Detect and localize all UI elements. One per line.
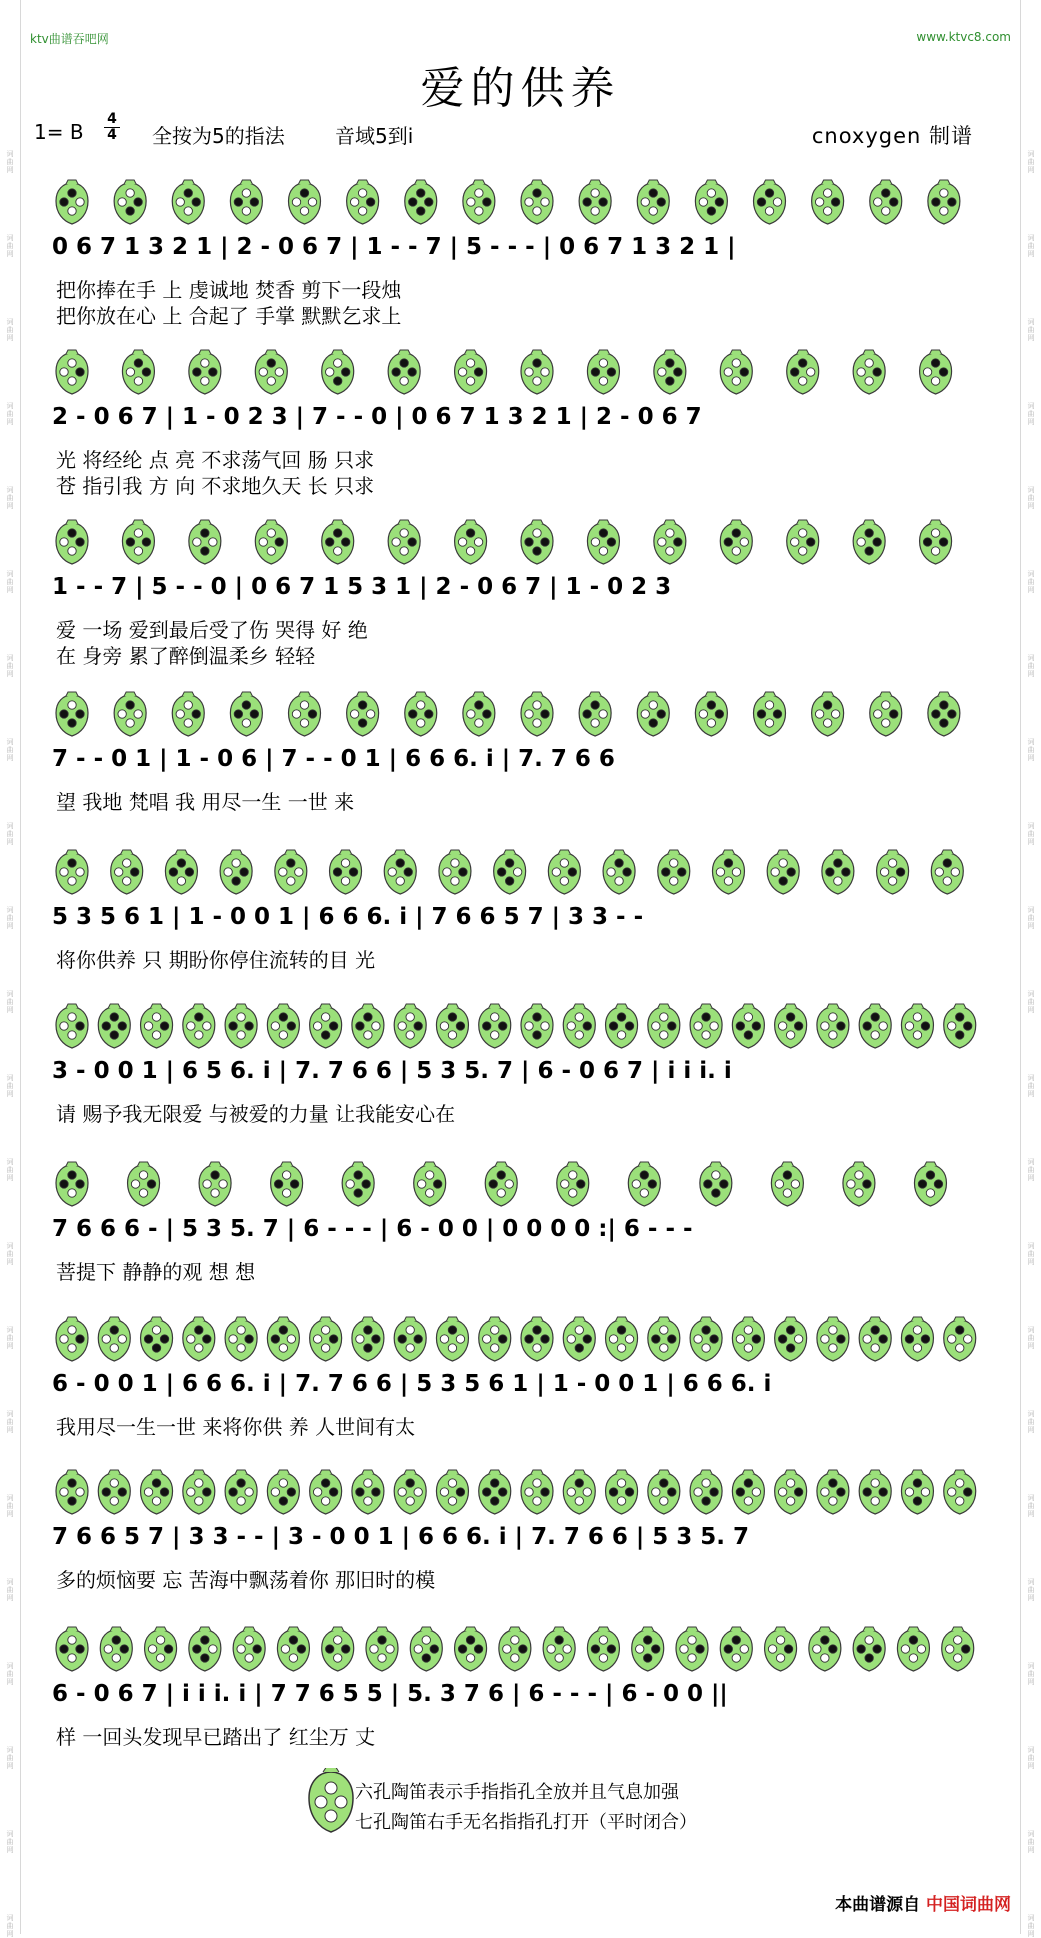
ocarina-fingering-icon — [628, 1162, 660, 1206]
ocarina-fingering-icon — [920, 520, 952, 564]
ocarina-fingering-icon — [455, 350, 487, 394]
ocarina-fingering-icon — [414, 1162, 446, 1206]
ocarina-fingering-icon — [817, 1317, 849, 1361]
margin-watermark: 词 曲 网 — [1027, 1074, 1035, 1098]
ocarina-fingering-icon — [165, 850, 197, 894]
ocarina-fingering-icon — [56, 850, 88, 894]
ocarina-fingering-icon — [98, 1317, 130, 1361]
ocarina-fingering-icon — [754, 692, 786, 736]
score-row — [0, 1468, 1041, 1628]
margin-watermark: 词 曲 网 — [1027, 150, 1035, 174]
ocarina-fingering-icon — [384, 850, 416, 894]
margin-watermark: 词 曲 网 — [1027, 318, 1035, 342]
margin-watermark: 词 曲 网 — [6, 1494, 14, 1518]
margin-watermark: 词 曲 网 — [6, 990, 14, 1014]
ocarina-fingering-icon — [189, 1627, 221, 1671]
ocarina-fingering-icon — [563, 1004, 595, 1048]
ocarina-fingering-icon — [56, 1470, 88, 1514]
margin-watermark: 词 曲 网 — [1027, 906, 1035, 930]
margin-watermark: 词 曲 网 — [6, 822, 14, 846]
margin-watermark: 词 曲 网 — [1027, 1578, 1035, 1602]
ocarina-fingering-icon — [267, 1317, 299, 1361]
ocarina-fingering-icon — [712, 850, 744, 894]
ocarina-fingering-icon — [199, 1162, 231, 1206]
ocarina-fingering-icon — [183, 1470, 215, 1514]
ocarina-fingering-icon — [189, 520, 221, 564]
ocarina-fingering-icon — [928, 692, 960, 736]
ocarina-fingering-icon — [225, 1004, 257, 1048]
ocarina-fingering-icon — [352, 1004, 384, 1048]
ocarina-fingering-icon — [767, 850, 799, 894]
ocarina-fingering-icon — [944, 1470, 976, 1514]
ocarina-fingering-icon — [870, 692, 902, 736]
ocarina-fingering-icon — [289, 692, 321, 736]
song-title: 爱的供养 — [420, 63, 621, 114]
numbered-notation: 1 - - 7 | 5 - - 0 | 0 6 7 1 5 3 1 | 2 - 0 6 7 | 1 - 0 2 3 — [52, 574, 672, 600]
ocarina-fingering-icon — [690, 1470, 722, 1514]
ocarina-fingering-icon — [901, 1470, 933, 1514]
ocarina-fingering-icon — [310, 1004, 342, 1048]
ocarina-fingering-icon — [352, 1317, 384, 1361]
ocarina-fingering-icon — [98, 1004, 130, 1048]
lyrics-line-1: 望 我地 梵唱 我 用尽一生 一世 来 — [56, 790, 355, 814]
ocarina-fingering-icon — [557, 1162, 589, 1206]
ocarina-fingering-icon — [632, 1627, 664, 1671]
ocarina-fingering-icon — [347, 180, 379, 224]
ocarina-fingering-icon — [394, 1470, 426, 1514]
numbered-notation: 7 6 6 6 - | 5 3 5. 7 | 6 - - - | 6 - 0 0 | 0 0 0 0 :| 6 - - - — [52, 1216, 693, 1242]
lyrics-line-1: 爱 一场 爱到最后受了伤 哭得 好 绝 — [56, 618, 368, 642]
ocarina-fingering-icon — [122, 350, 154, 394]
margin-watermark: 词 曲 网 — [6, 318, 14, 342]
ocarina-fingering-icon — [695, 692, 727, 736]
ocarina-fingering-icon — [56, 350, 88, 394]
ocarina-fingering-icon — [277, 1627, 309, 1671]
ocarina-fingering-icon — [230, 692, 262, 736]
footer-source: 本曲谱源自 — [835, 1895, 921, 1915]
ocarina-fingering-icon — [342, 1162, 374, 1206]
margin-watermark: 词 曲 网 — [6, 1662, 14, 1686]
numbered-notation: 2 - 0 6 7 | 1 - 0 2 3 | 7 - - 0 | 0 6 7 1 3 2 1 | 2 - 0 6 7 — [52, 404, 702, 430]
lyrics-line-1: 把你捧在手 上 虔诚地 焚香 剪下一段烛 — [56, 278, 402, 302]
ocarina-fingering-icon — [720, 520, 752, 564]
ocarina-fingering-icon — [787, 350, 819, 394]
margin-watermark: 词 曲 网 — [1027, 1410, 1035, 1434]
ocarina-fingering-icon — [870, 180, 902, 224]
ocarina-fingering-icon — [141, 1470, 173, 1514]
ocarina-fingering-icon — [732, 1317, 764, 1361]
ocarina-fingering-icon — [439, 850, 471, 894]
margin-watermark: 词 曲 网 — [6, 738, 14, 762]
ocarina-fingering-icon — [479, 1004, 511, 1048]
site-url-right[interactable]: www.ktvc8.com — [916, 30, 1011, 44]
ocarina-fingering-icon — [853, 1627, 885, 1671]
numbered-notation: 0 6 7 1 3 2 1 | 2 - 0 6 7 | 1 - - 7 | 5 - - - | 0 6 7 1 3 2 1 | — [52, 234, 736, 260]
margin-watermark: 词 曲 网 — [6, 654, 14, 678]
ocarina-fingering-icon — [172, 692, 204, 736]
ocarina-fingering-icon — [928, 180, 960, 224]
ocarina-fingering-icon — [732, 1004, 764, 1048]
lyrics-line-1: 菩提下 静静的观 想 想 — [56, 1260, 256, 1284]
score-row — [0, 690, 1041, 850]
margin-watermark: 词 曲 网 — [6, 1242, 14, 1266]
ocarina-fingering-icon — [859, 1004, 891, 1048]
footer — [835, 1890, 1011, 1915]
margin-watermark: 词 曲 网 — [6, 1074, 14, 1098]
margin-watermark: 词 曲 网 — [1027, 1326, 1035, 1350]
score-row — [0, 848, 1041, 1008]
ocarina-fingering-icon — [587, 1627, 619, 1671]
margin-watermark: 词 曲 网 — [6, 1578, 14, 1602]
ocarina-fingering-icon — [455, 1627, 487, 1671]
numbered-notation: 7 6 6 5 7 | 3 3 - - | 3 - 0 0 1 | 6 6 6. i | 7. 7 6 6 | 5 3 5. 7 — [52, 1524, 750, 1550]
lyrics-line-2: 苍 指引我 方 向 不求地久天 长 只求 — [56, 474, 375, 498]
fingering-note: 全按为5的指法 — [152, 124, 285, 148]
ocarina-fingering-icon — [812, 180, 844, 224]
numbered-notation: 7 - - 0 1 | 1 - 0 6 | 7 - - 0 1 | 6 6 6. i | 7. 7 6 6 — [52, 746, 615, 772]
ocarina-fingering-icon — [366, 1627, 398, 1671]
ocarina-fingering-icon — [141, 1317, 173, 1361]
ocarina-fingering-icon — [521, 1004, 553, 1048]
margin-watermark: 词 曲 网 — [1027, 990, 1035, 1014]
ocarina-fingering-icon — [128, 1162, 160, 1206]
ocarina-fingering-icon — [479, 1317, 511, 1361]
ocarina-fingering-icon — [942, 1627, 974, 1671]
ocarina-fingering-icon — [56, 1627, 88, 1671]
score-row — [0, 178, 1041, 338]
ocarina-fingering-icon — [765, 1627, 797, 1671]
ocarina-fingering-icon — [521, 1470, 553, 1514]
ocarina-fingering-icon — [648, 1004, 680, 1048]
ocarina-fingering-icon — [141, 1004, 173, 1048]
ocarina-fingering-icon — [859, 1470, 891, 1514]
ocarina-fingering-icon — [455, 520, 487, 564]
ocarina-fingering-icon — [579, 180, 611, 224]
ocarina-fingering-icon — [720, 350, 752, 394]
ocarina-fingering-icon — [463, 692, 495, 736]
ocarina-fingering-icon — [521, 1317, 553, 1361]
margin-watermark: 词 曲 网 — [6, 1914, 14, 1938]
lyrics-line-1: 样 一回头发现早已踏出了 红尘万 丈 — [56, 1725, 376, 1749]
margin-watermark: 词 曲 网 — [6, 1746, 14, 1770]
ocarina-fingering-icon — [579, 692, 611, 736]
margin-watermark: 词 曲 网 — [1027, 654, 1035, 678]
margin-watermark: 词 曲 网 — [1027, 1914, 1035, 1938]
time-signature: 4 4 — [104, 112, 120, 143]
author-credit: cnoxygen 制谱 — [811, 124, 973, 148]
margin-watermark: 词 曲 网 — [1027, 1158, 1035, 1182]
margin-watermark: 词 曲 网 — [6, 402, 14, 426]
ocarina-fingering-icon — [914, 1162, 946, 1206]
ocarina-fingering-icon — [603, 850, 635, 894]
ocarina-fingering-icon — [654, 350, 686, 394]
ocarina-fingering-icon — [394, 1317, 426, 1361]
margin-watermark: 词 曲 网 — [6, 1326, 14, 1350]
ocarina-fingering-icon — [817, 1004, 849, 1048]
ocarina-fingering-icon — [944, 1004, 976, 1048]
ocarina-fingering-icon — [676, 1627, 708, 1671]
ocarina-fingering-icon — [347, 692, 379, 736]
ocarina-fingering-icon — [809, 1627, 841, 1671]
ocarina-fingering-icon — [388, 350, 420, 394]
ocarina-fingering-icon — [859, 1317, 891, 1361]
ocarina-fingering-icon — [289, 180, 321, 224]
margin-watermark: 词 曲 网 — [1027, 1494, 1035, 1518]
ocarina-fingering-icon — [394, 1004, 426, 1048]
ocarina-fingering-icon — [648, 1470, 680, 1514]
ocarina-fingering-icon — [310, 1317, 342, 1361]
ocarina-fingering-icon — [494, 850, 526, 894]
ocarina-fingering-icon — [183, 1004, 215, 1048]
ocarina-fingering-icon — [700, 1162, 732, 1206]
numbered-notation: 6 - 0 6 7 | i i i. i | 7 7 6 5 5 | 5. 3 7 6 | 6 - - - | 6 - 0 0 || — [52, 1681, 728, 1707]
score-row — [0, 1002, 1041, 1162]
ocarina-fingering-icon — [690, 1317, 722, 1361]
ocarina-fingering-icon — [637, 692, 669, 736]
ocarina-fingering-icon — [897, 1627, 929, 1671]
ocarina-fingering-icon — [754, 180, 786, 224]
ocarina-fingering-icon — [189, 350, 221, 394]
ocarina-fingering-icon — [901, 1317, 933, 1361]
ocarina-fingering-icon — [563, 1317, 595, 1361]
margin-watermark: 词 曲 网 — [1027, 1662, 1035, 1686]
margin-watermark: 词 曲 网 — [6, 1410, 14, 1434]
margin-watermark: 词 曲 网 — [1027, 738, 1035, 762]
margin-watermark: 词 曲 网 — [6, 1158, 14, 1182]
ocarina-fingering-icon — [521, 180, 553, 224]
margin-watermark: 词 曲 网 — [1027, 1746, 1035, 1770]
ocarina-fingering-icon — [233, 1627, 265, 1671]
ocarina-fingering-icon — [822, 850, 854, 894]
margin-watermark: 词 曲 网 — [6, 486, 14, 510]
margin-watermark: 词 曲 网 — [1027, 234, 1035, 258]
lyrics-line-2: 把你放在心 上 合起了 手掌 默默乞求上 — [56, 304, 402, 328]
ocarina-fingering-icon — [548, 850, 580, 894]
ocarina-fingering-icon — [255, 520, 287, 564]
ocarina-fingering-icon — [521, 520, 553, 564]
ocarina-fingering-icon — [606, 1004, 638, 1048]
ocarina-fingering-icon — [654, 520, 686, 564]
ocarina-fingering-icon — [172, 180, 204, 224]
ocarina-fingering-icon — [521, 692, 553, 736]
margin-watermark: 词 曲 网 — [6, 570, 14, 594]
margin-watermark: 词 曲 网 — [6, 1830, 14, 1854]
ocarina-fingering-icon — [183, 1317, 215, 1361]
lyrics-line-2: 在 身旁 累了醉倒温柔乡 轻轻 — [56, 644, 316, 668]
ocarina-fingering-icon — [56, 1317, 88, 1361]
ocarina-fingering-icon — [587, 350, 619, 394]
score-row — [0, 1160, 1041, 1320]
ocarina-fingering-icon — [901, 1004, 933, 1048]
ocarina-fingering-icon — [787, 520, 819, 564]
ocarina-fingering-icon — [111, 850, 143, 894]
ocarina-fingering-icon — [405, 180, 437, 224]
ocarina-fingering-icon — [732, 1470, 764, 1514]
margin-watermark: 词 曲 网 — [1027, 1830, 1035, 1854]
ocarina-fingering-icon — [877, 850, 909, 894]
ocarina-fingering-icon — [843, 1162, 875, 1206]
score-row — [0, 1625, 1041, 1785]
ocarina-fingering-icon — [56, 1162, 88, 1206]
margin-watermark: 词 曲 网 — [6, 906, 14, 930]
ocarina-fingering-icon — [695, 180, 727, 224]
ocarina-fingering-icon — [267, 1470, 299, 1514]
ocarina-fingering-icon — [220, 850, 252, 894]
ocarina-fingering-icon — [812, 692, 844, 736]
key-signature: 1= B — [34, 120, 84, 144]
ocarina-fingering-icon — [931, 850, 963, 894]
ocarina-fingering-icon — [56, 180, 88, 224]
ocarina-fingering-icon — [330, 850, 362, 894]
ocarina-fingering-icon — [310, 1470, 342, 1514]
numbered-notation: 5 3 5 6 1 | 1 - 0 0 1 | 6 6 6. i | 7 6 6 5 7 | 3 3 - - — [52, 904, 644, 930]
ocarina-fingering-icon — [920, 350, 952, 394]
score-row — [0, 518, 1041, 678]
ocarina-fingering-icon — [463, 180, 495, 224]
ocarina-fingering-icon — [230, 180, 262, 224]
numbered-notation: 3 - 0 0 1 | 6 5 6. i | 7. 7 6 6 | 5 3 5. 7 | 6 - 0 6 7 | i i i. i — [52, 1058, 732, 1084]
ocarina-fingering-icon — [720, 1627, 752, 1671]
ocarina-fingering-icon — [271, 1162, 303, 1206]
ocarina-fingering-icon — [485, 1162, 517, 1206]
site-name-left[interactable]: ktv曲谱吞吧网 — [30, 32, 109, 46]
ocarina-fingering-icon — [521, 350, 553, 394]
score-row — [0, 348, 1041, 508]
ocarina-fingering-icon — [587, 520, 619, 564]
ocarina-fingering-icon — [114, 692, 146, 736]
ocarina-fingering-icon — [606, 1470, 638, 1514]
ocarina-fingering-icon — [775, 1317, 807, 1361]
ocarina-fingering-icon — [56, 520, 88, 564]
lyrics-line-1: 我用尽一生一世 来将你供 养 人世间有太 — [56, 1415, 416, 1439]
ocarina-fingering-icon — [322, 350, 354, 394]
margin-watermark: 词 曲 网 — [1027, 570, 1035, 594]
ocarina-fingering-icon — [775, 1470, 807, 1514]
ocarina-fingering-icon — [225, 1317, 257, 1361]
ocarina-fingering-icon — [322, 520, 354, 564]
ocarina-fingering-icon — [56, 692, 88, 736]
lyrics-line-1: 多的烦恼要 忘 苦海中飘荡着你 那旧时的模 — [56, 1568, 436, 1592]
ocarina-fingering-icon — [225, 1470, 257, 1514]
numbered-notation: 6 - 0 0 1 | 6 6 6. i | 7. 7 6 6 | 5 3 5 6 1 | 1 - 0 0 1 | 6 6 6. i — [52, 1371, 772, 1397]
ocarina-fingering-icon — [436, 1317, 468, 1361]
ocarina-fingering-icon — [56, 1004, 88, 1048]
ocarina-fingering-icon — [775, 1004, 807, 1048]
ocarina-fingering-icon — [98, 1470, 130, 1514]
margin-watermark: 词 曲 网 — [1027, 486, 1035, 510]
ocarina-fingering-icon — [658, 850, 690, 894]
ocarina-fingering-icon — [405, 692, 437, 736]
ocarina-legend-icon — [305, 1768, 357, 1836]
ocarina-fingering-icon — [436, 1470, 468, 1514]
ocarina-fingering-icon — [436, 1004, 468, 1048]
ocarina-fingering-icon — [322, 1627, 354, 1671]
ocarina-fingering-icon — [267, 1004, 299, 1048]
ocarina-fingering-icon — [637, 180, 669, 224]
range-note: 音域5到i — [335, 124, 414, 148]
margin-watermark: 词 曲 网 — [1027, 822, 1035, 846]
ocarina-fingering-icon — [352, 1470, 384, 1514]
ocarina-fingering-icon — [853, 350, 885, 394]
ocarina-fingering-icon — [543, 1627, 575, 1671]
ocarina-fingering-icon — [563, 1470, 595, 1514]
ocarina-fingering-icon — [944, 1317, 976, 1361]
margin-watermark: 词 曲 网 — [6, 234, 14, 258]
ocarina-fingering-icon — [410, 1627, 442, 1671]
margin-watermark: 词 曲 网 — [1027, 1242, 1035, 1266]
ocarina-fingering-icon — [275, 850, 307, 894]
footer-site-link[interactable]: 中国词曲网 — [926, 1895, 1011, 1915]
ocarina-fingering-icon — [388, 520, 420, 564]
score-row — [0, 1315, 1041, 1475]
margin-watermark: 词 曲 网 — [1027, 402, 1035, 426]
ocarina-fingering-icon — [100, 1627, 132, 1671]
ocarina-fingering-icon — [690, 1004, 722, 1048]
ocarina-fingering-icon — [817, 1470, 849, 1514]
ocarina-fingering-icon — [499, 1627, 531, 1671]
ocarina-fingering-icon — [648, 1317, 680, 1361]
legend-line-1: 六孔陶笛表示手指指孔全放并且气息加强 — [355, 1782, 679, 1803]
lyrics-line-1: 将你供养 只 期盼你停住流转的目 光 — [56, 948, 376, 972]
ocarina-fingering-icon — [114, 180, 146, 224]
ocarina-fingering-icon — [255, 350, 287, 394]
margin-watermark: 词 曲 网 — [6, 150, 14, 174]
lyrics-line-1: 光 将经纶 点 亮 不求荡气回 肠 只求 — [56, 448, 375, 472]
ocarina-fingering-icon — [479, 1470, 511, 1514]
ocarina-fingering-icon — [145, 1627, 177, 1671]
legend-line-2: 七孔陶笛右手无名指指孔打开（平时闭合） — [355, 1812, 697, 1833]
ocarina-fingering-icon — [853, 520, 885, 564]
ocarina-fingering-icon — [771, 1162, 803, 1206]
lyrics-line-1: 请 赐予我无限爱 与被爱的力量 让我能安心在 — [56, 1102, 456, 1126]
ocarina-fingering-icon — [122, 520, 154, 564]
ocarina-fingering-icon — [606, 1317, 638, 1361]
